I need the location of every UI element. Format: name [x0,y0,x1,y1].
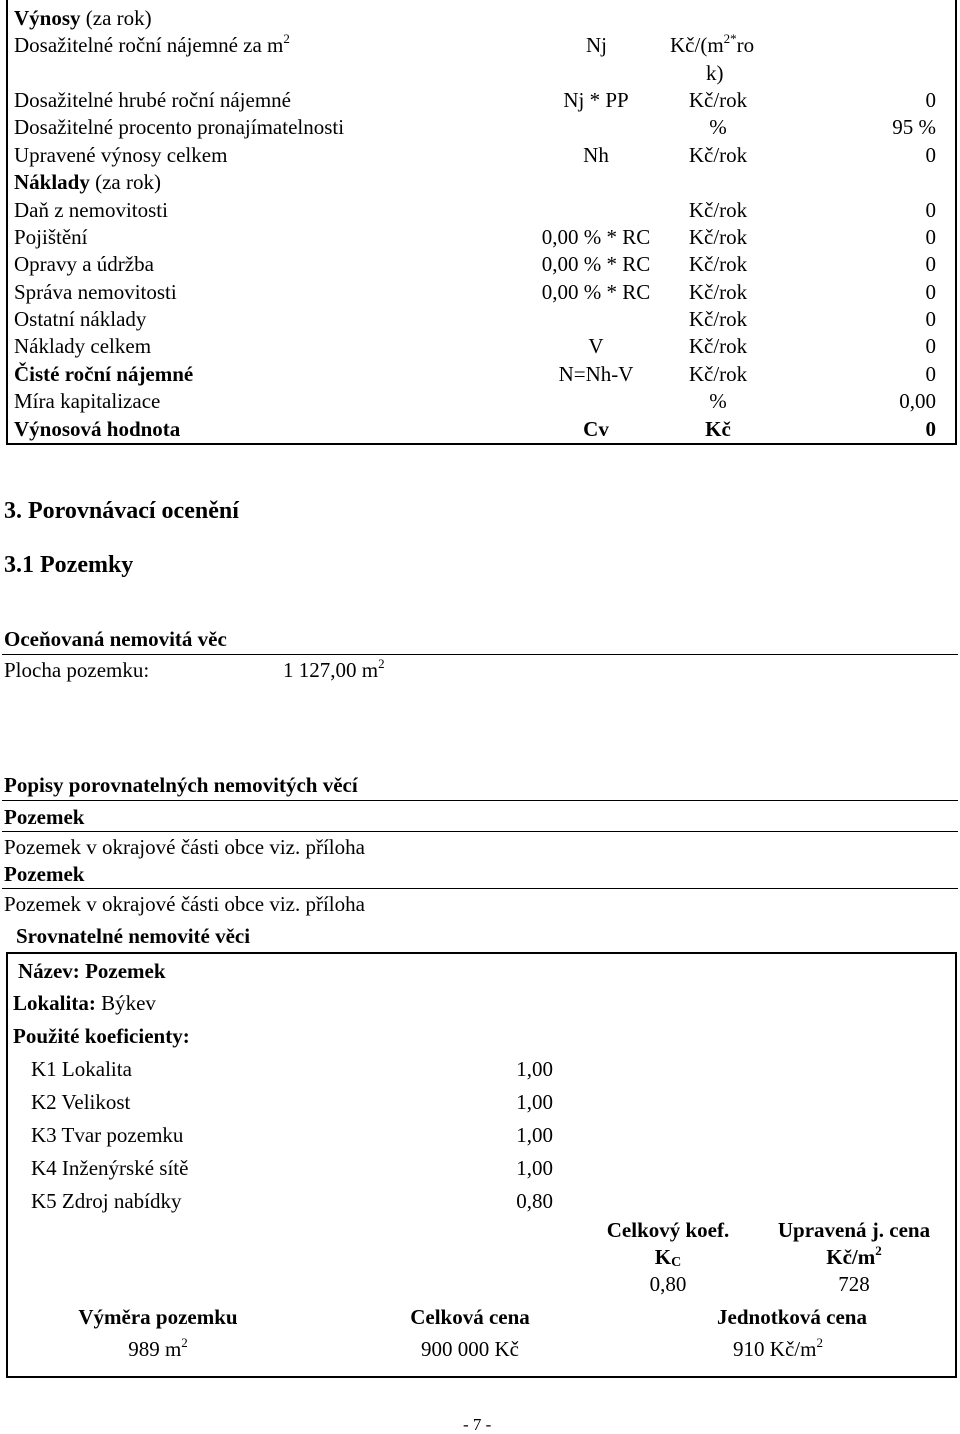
coefficient-value: 1,00 [516,1156,553,1180]
total-price-value: 900 000 Kč [421,1337,519,1361]
description-text: Pozemek v okrajové části obce viz. příloha [4,892,365,916]
table-row-symbol: 0,00 % * RC [541,252,651,276]
table-row-label: Čisté roční nájemné [14,362,194,386]
table-row-label: Dosažitelné procento pronajímatelnosti [14,115,345,139]
rent-per-m2-symbol: Nj [586,33,607,57]
coefficients-heading: Použité koeficienty: [13,1024,190,1048]
description-title: Pozemek [4,805,85,829]
table-row-unit: % [709,115,727,139]
table-row-value: 0 [925,225,936,249]
table-row-label: Upravené výnosy celkem [14,143,228,167]
total-coef-value: 0,80 [649,1272,687,1296]
table-row-value: 0 [925,417,936,441]
coefficient-value: 1,00 [516,1090,553,1114]
rent-per-m2-label: Dosažitelné roční nájemné za $m^2$ [14,31,290,57]
table-row-symbol: 0,00 % * RC [541,225,651,249]
table-row-symbol: Cv [583,417,609,441]
table-row-unit: Kč [705,417,731,441]
table-row-value: 95 % [892,115,936,139]
unit-price-value: 910 $Kč/m^2$ [733,1335,823,1361]
table-row-value: 0 [925,334,936,358]
table-row-label: Pojištění [14,225,88,249]
table-row-unit: Kč/rok [688,198,748,222]
total-coef-head: Celkový koef. [606,1218,730,1242]
adjusted-price-head: Upravená j. cena [777,1218,931,1242]
adjusted-price-value: 728 [838,1272,870,1296]
table-row-label: Výnosová hodnota [14,417,181,441]
table-row-unit: Kč/rok [688,334,748,358]
table-row-label: Míra kapitalizace [14,389,161,413]
table-row-label: Ostatní náklady [14,307,147,331]
table-border-right [955,0,957,444]
coefficient-label: K5 Zdroj nabídky [31,1189,182,1213]
table-row-unit: Kč/rok [688,225,748,249]
total-coef-symbol: $K_C$ [654,1245,682,1270]
coefficient-label: K2 Velikost [31,1090,131,1114]
table-row-label: Dosažitelné hrubé roční nájemné [14,88,291,112]
table-row-value: 0 [925,88,936,112]
table-row-value: 0 [925,143,936,167]
table-row-unit: Kč/rok [688,252,748,276]
descriptions-heading: Popisy porovnatelných nemovitých věcí [4,773,358,797]
section-revenue: Výnosy (za rok) [14,6,152,30]
comparable-name: Název: Pozemek [18,959,166,983]
coefficient-label: K1 Lokalita [31,1057,132,1081]
area-label: Plocha pozemku: [4,658,150,682]
table-row-symbol: N=Nh-V [558,362,634,386]
box-border-top [6,952,957,954]
section-3-1-title: 3.1 Pozemky [4,552,134,578]
section-3-title: 3. Porovnávací ocenění [4,498,239,524]
table-row-value: 0 [925,362,936,386]
table-row-unit: Kč/rok [688,362,748,386]
table-row-symbol: Nh [583,143,609,167]
rent-per-m2-unit: $Kč/(m^{2*}ro$ [670,31,755,57]
rent-per-m2-unit-wrap: k) [706,61,724,85]
area-value: 1 127,00 $m^2$ [283,656,385,682]
box-border-right [955,952,957,1378]
coefficient-label: K3 Tvar pozemku [31,1123,184,1147]
section-costs: Náklady (za rok) [14,170,161,194]
table-row-symbol: V [588,334,604,358]
table-row-unit: Kč/rok [688,280,748,304]
table-row-label: Správa nemovitosti [14,280,177,304]
coefficient-label: K4 Inženýrské sítě [31,1156,189,1180]
table-row-unit: Kč/rok [688,143,748,167]
divider [2,831,958,832]
area-total: 989 $m^2$ [128,1335,188,1361]
table-row-label: Náklady celkem [14,334,152,358]
area-head: Výměra pozemku [78,1305,238,1329]
page-number: - 7 - [463,1415,492,1434]
table-row-unit: Kč/rok [688,307,748,331]
divider [2,654,958,655]
table-row-value: 0 [925,252,936,276]
unit-price-head: Jednotková cena [717,1305,867,1329]
table-row-value: 0 [925,198,936,222]
table-row-value: 0,00 [899,389,936,413]
comparable-heading: Srovnatelné nemovité věci [16,924,251,948]
box-border-bottom [6,1376,957,1378]
table-row-value: 0 [925,307,936,331]
table-row-value: 0 [925,280,936,304]
coefficient-value: 1,00 [516,1057,553,1081]
table-row-unit: Kč/rok [688,88,748,112]
divider [2,888,958,889]
table-row-symbol: 0,00 % * RC [541,280,651,304]
description-text: Pozemek v okrajové části obce viz. příloha [4,835,365,859]
coefficient-value: 1,00 [516,1123,553,1147]
table-row-symbol: Nj * PP [563,88,629,112]
valued-property-heading: Oceňovaná nemovitá věc [4,627,227,651]
table-row-unit: % [709,389,727,413]
adjusted-price-unit: $Kč/m^2$ [826,1243,882,1269]
table-border-left [6,0,8,444]
comparable-location: Lokalita: Býkev [13,991,156,1015]
table-border-bottom [6,443,957,445]
box-border-left [6,952,8,1378]
table-row-label: Opravy a údržba [14,252,154,276]
divider [2,800,958,801]
description-title: Pozemek [4,862,85,886]
total-price-head: Celková cena [410,1305,530,1329]
table-row-label: Daň z nemovitosti [14,198,168,222]
coefficient-value: 0,80 [516,1189,553,1213]
